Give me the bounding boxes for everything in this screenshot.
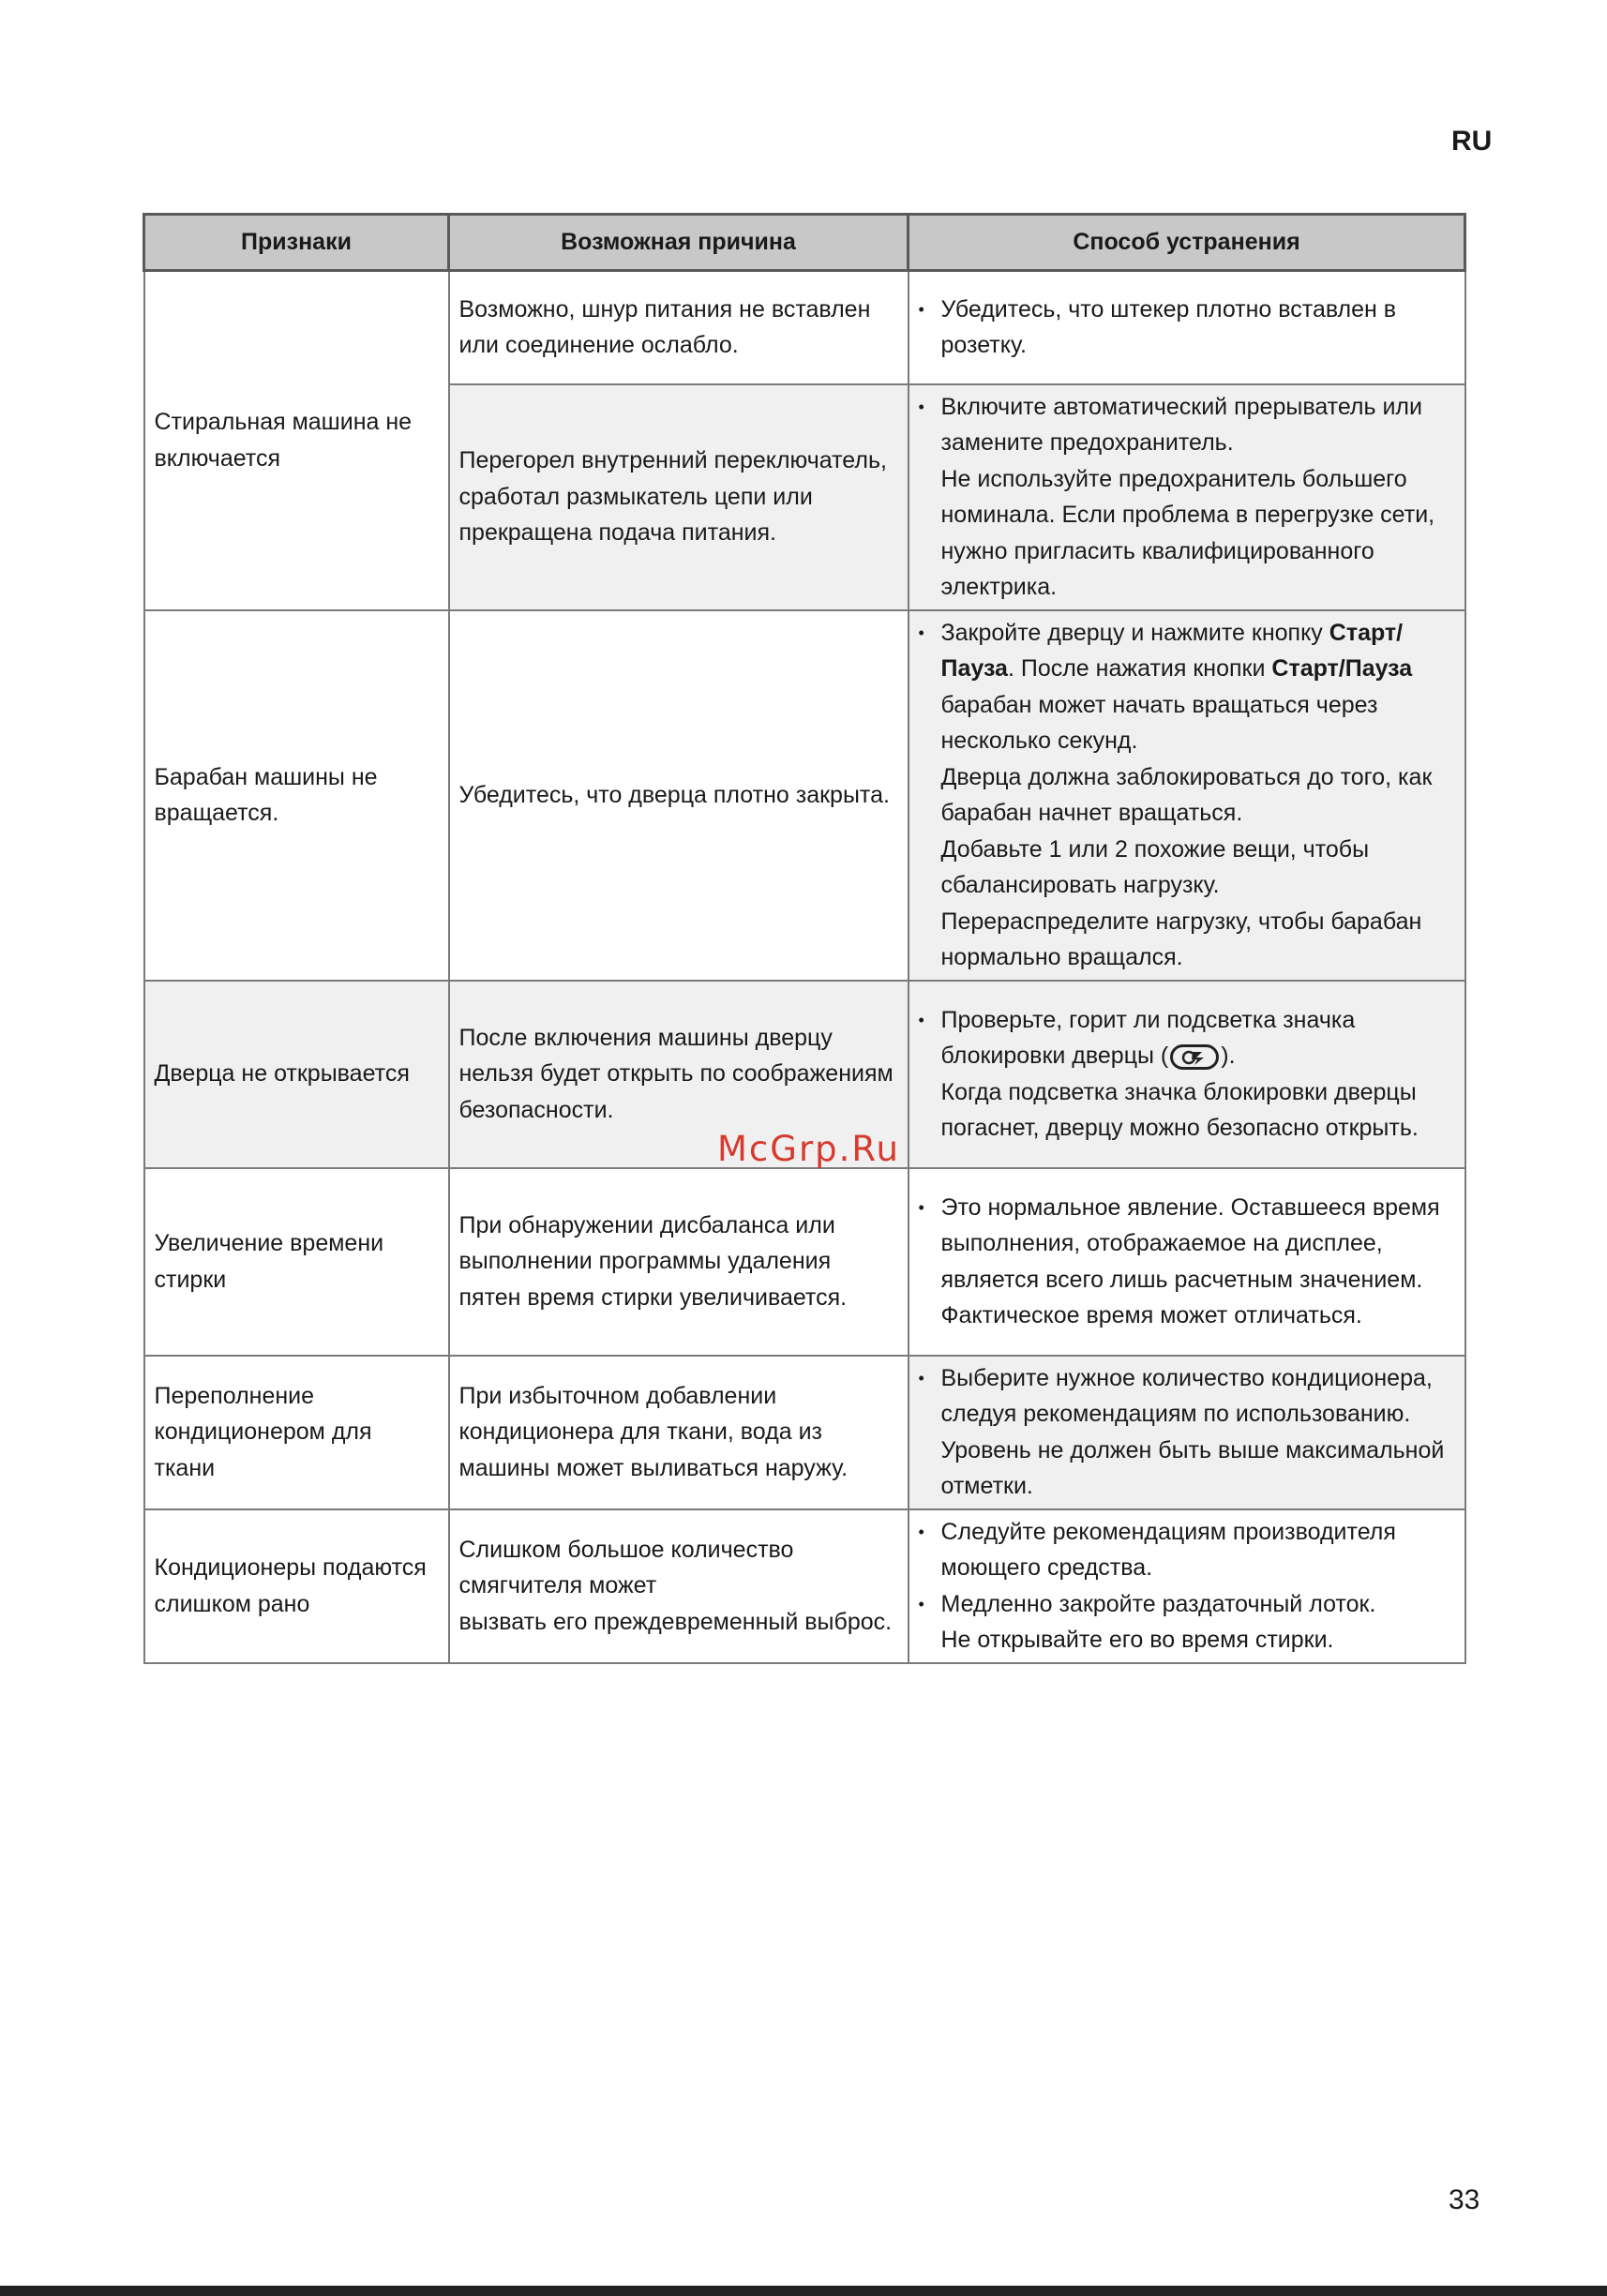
bullet-icon: • [918, 299, 924, 319]
solution-cell [909, 610, 1465, 981]
symptom-cell: Увеличение времени стирки [144, 1168, 449, 1356]
solution-text: Добавьте 1 или 2 похожие вещи, чтобы сбалансировать нагрузку. [940, 835, 1370, 898]
cause-cell: При избыточном добавлении кондиционера для ткани, вода из машины может выливаться наружу. [449, 1356, 909, 1509]
symptom-cell: Стиральная машина не включается [144, 271, 449, 610]
solution-cell [909, 271, 1465, 384]
solution-text: Это нормальное явление. Оставшееся время выполнения, отображаемое на дисплее, является всего лишь расчетным значением. Фактическое время может отличаться. [940, 1193, 1440, 1328]
header-symptoms: Признаки [144, 215, 449, 271]
table-row [144, 610, 1465, 981]
bullet-icon: • [918, 397, 924, 416]
solution-text: Когда подсветка значка блокировки дверцы погаснет, дверцу можно безопасно открыть. [940, 1078, 1419, 1141]
bullet-icon: • [918, 1197, 924, 1217]
solution-text: Следуйте рекомендациям производителя моющего средства. [940, 1518, 1396, 1581]
bullet-icon: • [918, 1010, 924, 1029]
solution-text: Перераспределите нагрузку, чтобы барабан нормально вращался. [940, 908, 1422, 970]
language-label: RU [1451, 126, 1493, 157]
solution-text: . После нажатия кнопки [1007, 655, 1266, 682]
troubleshooting-table [143, 213, 1466, 1664]
solution-text: Медленно закройте раздаточный лоток. [940, 1590, 1376, 1617]
solution-text: Включите автоматический прерыватель или замените предохранитель. [940, 393, 1422, 456]
solution-cell [909, 981, 1465, 1168]
solution-text: Закройте дверцу и нажмите кнопку [940, 619, 1323, 646]
header-cause: Возможная причина [449, 215, 909, 271]
solution-text: ). [1221, 1043, 1236, 1069]
solution-cell [909, 384, 1465, 610]
solution-text: Проверьте, горит ли подсветка значка блокировки дверцы ( [940, 1006, 1356, 1069]
start-pause-label: Старт/Пауза [1271, 655, 1413, 682]
solution-text: Не используйте предохранитель большего номинала. Если проблема в перегрузке сети, нужно пригласить квалифицированного электрика. [940, 465, 1435, 600]
solution-text: Выберите нужное количество кондиционера, следуя рекомендациям по использованию. Уровень не должен быть выше максимальной отметки. [940, 1364, 1445, 1499]
cause-cell: При обнаружении дисбаланса или выполнении программы удаления пятен время стирки увеличивается. [449, 1168, 909, 1356]
watermark-text: McGrp.Ru [717, 1129, 900, 1169]
symptom-cell: Барабан машины не вращается. [144, 610, 449, 981]
bullet-icon: • [918, 1368, 924, 1388]
cause-text: вызвать его преждевременный выброс. [458, 1608, 893, 1635]
table-row [144, 1168, 1465, 1356]
bullet-icon: • [918, 1594, 924, 1613]
bullet-icon: • [918, 1522, 924, 1541]
symptom-cell: Кондиционеры подаются слишком рано [144, 1509, 449, 1663]
cause-cell: После включения машины дверцу нельзя будет открыть по соображениям безопасности. [449, 981, 909, 1168]
solution-text: Дверца должна заблокироваться до того, как барабан начнет вращаться. [940, 763, 1433, 826]
cause-cell: Возможно, шнур питания не вставлен или соединение ослабло. [449, 271, 909, 384]
door-lock-icon [1170, 1044, 1219, 1070]
cause-cell: Перегорел внутренний переключатель, сработал размыкатель цепи или прекращена подача питания. [449, 384, 909, 610]
solution-cell [909, 1509, 1465, 1663]
solution-text: Не открывайте его во время стирки. [940, 1627, 1334, 1653]
cause-cell [449, 1509, 909, 1663]
solution-cell [909, 1168, 1465, 1356]
table-header-row [144, 215, 1465, 271]
table-row [144, 271, 1465, 384]
solution-text: барабан может начать вращаться через несколько секунд. [940, 691, 1378, 754]
bottom-rule [0, 2286, 1607, 2296]
solution-cell [909, 1356, 1465, 1509]
bullet-icon: • [918, 623, 924, 642]
solution-text: Убедитесь, что штекер плотно вставлен в розетку. [940, 295, 1397, 359]
table-row [144, 1509, 1465, 1663]
symptom-cell: Дверца не открывается [144, 981, 449, 1168]
table-row [144, 1356, 1465, 1509]
cause-cell: Убедитесь, что дверца плотно закрыта. [449, 610, 909, 981]
header-solution: Способ устранения [909, 215, 1465, 271]
page-number: 33 [1449, 2184, 1480, 2215]
start-pause-label: Старт/Пауза [940, 619, 1404, 682]
symptom-cell: Переполнение кондиционером для ткани [144, 1356, 449, 1509]
cause-text: Слишком большое количество смягчителя может [458, 1536, 794, 1599]
